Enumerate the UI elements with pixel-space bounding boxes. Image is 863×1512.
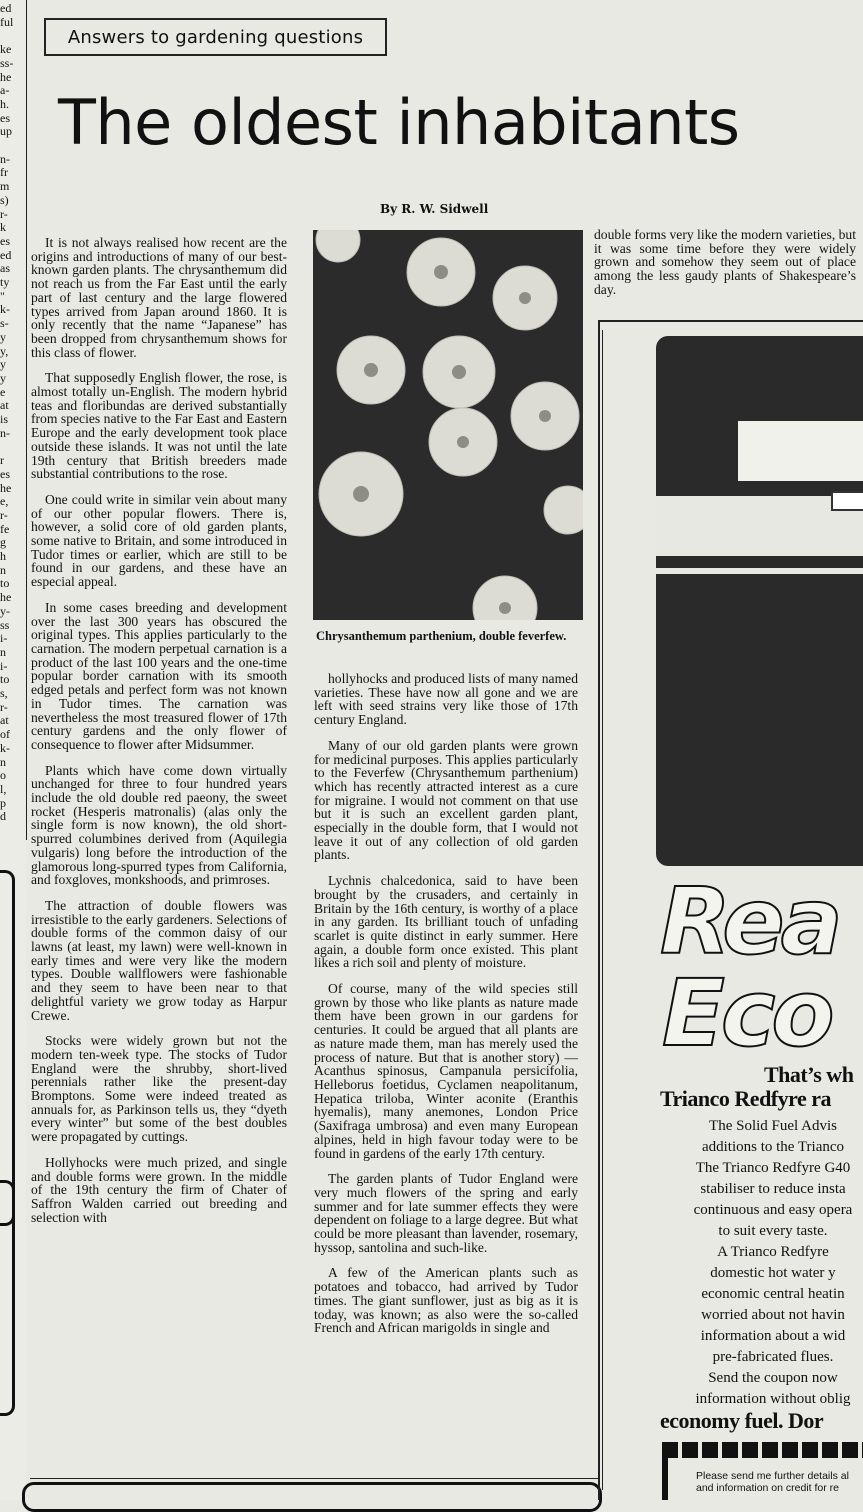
fragment-text: ed <box>0 248 12 262</box>
paragraph: A few of the American plants such as potatoes and tobacco, had arrived by Tudor times. The giant sunflower, just as big as it is today, was known; as also were the so-called French and African marigolds in single and <box>314 1265 578 1336</box>
fragment-text: fe <box>0 522 10 536</box>
paragraph: In some cases breeding and development over the last 300 years has obscured the original types. This applies particularly to the carnation. The modern perpetual carnation is a product of the last 100 years and the one-time popular border carnation with its smooth edged petals and perfect form was not known in Tudor times. The carnation was nevertheless the most treasured flower of 17th century gardens and the only flower of consequence to flower after Midsummer. <box>31 599 287 752</box>
boiler-badge <box>831 491 863 511</box>
fragment-text: e, <box>0 495 9 509</box>
flower-image <box>313 230 583 620</box>
fragment-text: " <box>0 289 5 303</box>
fragment-text: g <box>0 536 6 550</box>
fragment-text: fr <box>0 166 8 180</box>
fragment-text: y <box>0 330 6 344</box>
byline: By R. W. Sidwell <box>380 202 489 216</box>
ad-body-line: domestic hot water y <box>710 1265 836 1281</box>
fragment-text: r- <box>0 700 8 714</box>
fragment-text: ke <box>0 43 12 57</box>
paragraph: Hollyhocks were much prized, and single and double forms were grown. In the middle of the 19th century the firm of Chater of Saffron Walden carried out breeding and selection with <box>31 1154 287 1225</box>
ad-body-line: worried about not havin <box>701 1307 845 1323</box>
fragment-text: d <box>0 810 6 824</box>
ad-body-line: stabiliser to reduce insta <box>700 1181 846 1197</box>
paragraph: Many of our old garden plants were grown for medicinal purposes. This applies particularly to the Feverfew (Chrysanthemum parthenium) which has recently attracted interest as a cure for migraine. I would not comment on that use but it is such an excellent garden plant, especially in the double form, that I would not leave it out of any collection of old garden plants. <box>314 737 578 863</box>
ad-body-line: pre-fabricated flues. <box>712 1349 834 1365</box>
ad-tagline: economy fuel. Dor <box>660 1408 824 1433</box>
paragraph: That supposedly English flower, the rose, is almost totally un-English. The modern hybrid teas and floribundas are derived substantially from species native to the Far East and Eastern Europe and the early development took place outside these islands. It was not until the late 19th century that British breeders made substantial contributions to the rose. <box>31 370 287 482</box>
bottom-box-edge <box>22 1482 602 1512</box>
fragment-text: k- <box>0 741 10 755</box>
section-label: Answers to gardening questions <box>44 18 387 56</box>
fragment-text: r <box>0 454 4 468</box>
headline: The oldest inhabitants <box>58 86 740 159</box>
fragment-text: m <box>0 180 10 194</box>
fragment-text: s- <box>0 317 9 331</box>
fragment-text: y- <box>0 604 10 618</box>
fragment-text: to <box>0 577 10 591</box>
photo-caption: Chrysanthemum parthenium, double feverfew. <box>316 629 567 643</box>
paragraph: The garden plants of Tudor England were very much flowers of the spring and early summer and for late summer effects they were dependent on foliage to a large degree. But what could be more pleasant than lavender, rosemary, hyssop, santolina and such-like. <box>314 1171 578 1255</box>
fragment-text: es <box>0 234 10 248</box>
fragment-text: he <box>0 481 12 495</box>
ad-body-line: A Trianco Redfyre <box>717 1244 829 1260</box>
boiler-trim <box>656 568 863 574</box>
fragment-text: i- <box>0 632 8 646</box>
fragment-text: k- <box>0 303 10 317</box>
coupon-line-2: and information on credit for re <box>696 1482 839 1494</box>
fragment-text: p <box>0 796 6 810</box>
fragment-text: up <box>0 125 12 139</box>
boiler-top <box>738 421 863 481</box>
fragment-text: es <box>0 467 10 481</box>
ad-big-word-2: Eco <box>662 960 831 1067</box>
fragment-text: y <box>0 358 6 372</box>
fragment-text: h <box>0 550 6 563</box>
trianco-advertisement <box>598 320 863 1500</box>
fragment-text: he <box>0 591 12 605</box>
coupon-dashed-border <box>662 1442 863 1458</box>
fragment-text: ss <box>0 618 10 632</box>
ad-body-line: to suit every taste. <box>718 1223 828 1239</box>
fragment-text: i- <box>0 659 8 673</box>
fragment-text: n <box>0 755 6 769</box>
coupon-left-border <box>662 1458 668 1500</box>
fragment-text: s) <box>0 193 9 207</box>
fragment-text: n <box>0 563 6 577</box>
fragment-text: n- <box>0 426 10 440</box>
ad-body-line: The Solid Fuel Advis <box>709 1118 837 1134</box>
ad-product-photo <box>656 336 863 866</box>
fragment-text: n- <box>0 152 10 166</box>
fragment-text: k <box>0 221 6 235</box>
ad-subhead-2: Trianco Redfyre ra <box>660 1086 832 1111</box>
paragraph: One could write in similar vein about many of our other popular flowers. There is, however, a solid core of old garden plants, some native to Britain, and some introduced in Tudor times or earlier, which are still to be found in our gardens, and these have an especial appeal. <box>31 491 287 590</box>
ad-big-word-1: Rea <box>660 868 839 975</box>
ad-body-line: continuous and easy opera <box>693 1202 853 1218</box>
ad-body-line: The Trianco Redfyre G40 <box>695 1160 851 1176</box>
fragment-text: at <box>0 714 9 728</box>
article-column-2 <box>314 672 578 1347</box>
ad-body-line: information without oblig <box>695 1391 851 1407</box>
ad-body-line: Send the coupon now <box>708 1370 838 1386</box>
fragment-text: e <box>0 385 6 399</box>
fragment-text: to <box>0 673 10 687</box>
coupon-line-1: Please send me further details al <box>696 1470 849 1482</box>
fragment-text: at <box>0 399 9 413</box>
paragraph: Of course, many of the wild species still grown by those who like plants as nature made them have been grown in our gardens for centuries. It could be argued that all plants are as nature made them, man has merely used the process of nature. But that is another story) — Acanthus spinosus, Campanula persicifolia, Helleborus foetidus, Cyclamen neapolitanum, Hepatica triloba, Winter aconite (Eranthis hyemalis), many anemones, London Price (Saxifraga umbrosa) and even many European alpines, held in high favour today were to be found in gardens of the early 17th century. <box>314 981 578 1161</box>
fragment-text: he <box>0 70 12 84</box>
fragment-text: o <box>0 769 6 783</box>
fragment-text: y <box>0 371 6 385</box>
feverfew-photo <box>313 230 583 620</box>
fragment-text: h. <box>0 97 9 111</box>
fragment-text: as <box>0 262 10 276</box>
ad-subhead-1: That’s wh <box>764 1062 854 1087</box>
fragment-text: ss- <box>0 56 14 70</box>
paragraph: Plants which have come down virtually unchanged for three to four hundred years include the old double red paeony, the sweet rocket (Hesperis matronalis) (alas only the single form is now known), the old short-spurred columbines derived from (Aquilegia vulgaris) long before the introduction of the glamorous long-spurred types from California, and foxgloves, monkshoods, and primroses. <box>31 762 287 888</box>
paragraph: The attraction of double flowers was irresistible to the early gardeners. Selections of double forms of the common daisy of our lawns (at least, my lawn) were well-known in early times and were very like the modern types. Double wallflowers were fashionable and they seem to have been near to that delightful variety we grow today as Harpur Crewe. <box>31 897 287 1023</box>
fragment-text: l, <box>0 782 7 796</box>
ad-body-line: information about a wid <box>700 1328 846 1344</box>
paragraph: hollyhocks and produced lists of many named varieties. These have now all gone and we are left with seed strains very like those of 17th century England. <box>314 671 578 728</box>
fragment-text: ful <box>0 15 14 29</box>
fragment-text: a- <box>0 84 10 98</box>
fragment-text: is <box>0 413 9 426</box>
adjacent-box-edge <box>0 870 15 1226</box>
adjacent-box-edge-2 <box>0 1180 15 1416</box>
left-column-rule <box>26 0 27 840</box>
article-column-1 <box>31 236 287 1236</box>
bottom-rule <box>30 1478 600 1479</box>
fragment-text: y, <box>0 344 9 358</box>
paragraph: double forms very like the modern varieties, but it was some time before they were widely grown and somehow they seem out of place among the less gaudy plants of Shakespeare’s day. <box>594 227 856 297</box>
fragment-text: ed <box>0 2 12 15</box>
fragment-text: of <box>0 728 10 742</box>
ad-body-line: economic central heatin <box>701 1286 845 1302</box>
paragraph: It is not always realised how recent are the origins and introductions of many of our best-known garden plants. The chrysanthemum did not reach us from the Far East until the early part of last century and the large flowered types arrived from Japan around 1860. It is only recently that the name “Japanese” has been dropped from chrysanthemum shows for this class of flower. <box>31 235 287 360</box>
fragment-text: r- <box>0 508 8 522</box>
fragment-text: es <box>0 111 10 125</box>
paragraph: Stocks were widely grown but not the modern ten-week type. The stocks of Tudor England were the shrubby, short-lived perennials rather like the present-day Bromptons. Some were indeed treated as annuals for, as Parkinson tells us, they “dyeth every winter” but some of the best doubles were propagated by cuttings. <box>31 1033 287 1145</box>
fragment-text: r- <box>0 207 8 221</box>
ad-body-line: additions to the Trianco <box>701 1139 845 1155</box>
paragraph: Lychnis chalcedonica, said to have been brought by the crusaders, and certainly in Britain by the 16th century, is worthy of a place in any garden. Its brilliant touch of unfading scarlet is quite distinct in early summer. Here again, a double form once existed. This plant likes a rich soil and plenty of moisture. <box>314 873 578 971</box>
fragment-text: ty <box>0 276 10 289</box>
fragment-text: s, <box>0 687 8 700</box>
article-column-3 <box>594 228 856 309</box>
fragment-text: n <box>0 645 6 659</box>
